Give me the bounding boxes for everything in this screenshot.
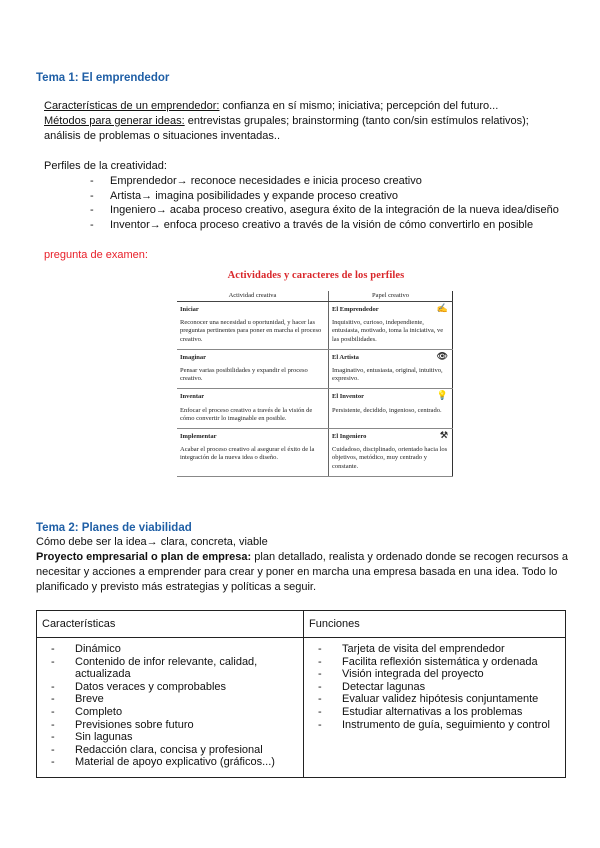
- activity-desc: Reconocer una necesidad u oportunidad, y hacer las preguntas pertinentes para poner en marcha el proceso creativo.: [180, 319, 322, 343]
- activity-desc: Enfocar el proceso creativo a través de la visión de cómo convertir lo imaginable en posible.: [180, 406, 313, 422]
- proyecto-line-2: necesitar y acciones a emprender para crear y poner en marcha una empresa basada en una idea. Todo lo: [36, 566, 558, 578]
- eye-icon: 👁: [436, 350, 448, 361]
- list-item: - Sin lagunas: [51, 731, 133, 744]
- list-item: - Tarjeta de visita del emprendedor: [318, 643, 505, 655]
- metodos-continuation: análisis de problemas o situaciones inventadas..: [44, 130, 281, 142]
- role-name: El Artista: [332, 353, 359, 361]
- profiles-figure: [177, 270, 455, 477]
- list-item: - Contenido de infor relevante, calidad, actualizada: [51, 655, 258, 681]
- caracteristicas-list: [51, 643, 297, 769]
- perfiles-heading: Perfiles de la creatividad:: [44, 160, 167, 172]
- profiles-table: [177, 291, 453, 477]
- caracteristicas-text: confianza en sí mismo; iniciativa; percepción del futuro...: [219, 100, 499, 112]
- table-row: [177, 349, 453, 389]
- table-row: [177, 389, 453, 429]
- role-name: El Emprendedor: [332, 306, 379, 313]
- activity-name: Inventar: [180, 393, 205, 401]
- list-item: - Dinámico: [51, 643, 121, 655]
- role-name: El Ingeniero: [332, 433, 367, 441]
- header-funciones: Funciones: [304, 611, 566, 638]
- header-caracteristicas: Características: [37, 611, 304, 638]
- list-item: - Instrumento de guía, seguimiento y control: [318, 718, 550, 731]
- list-item: - Ingeniero→ acaba proceso creativo, asegura éxito de la integración de la nueva idea/diseño: [90, 204, 559, 216]
- list-item: - Evaluar validez hipótesis conjuntamente: [318, 693, 539, 706]
- list-item: - Detectar lagunas: [318, 680, 426, 693]
- list-item: - Visión integrada del proyecto: [318, 668, 484, 681]
- lightbulb-icon: 💡: [436, 390, 448, 401]
- list-item: - Redacción clara, concisa y profesional: [51, 743, 263, 756]
- proyecto-line-3: planificado y previsto más estrategias y políticas a seguir.: [36, 581, 317, 593]
- caracteristicas-label: Características de un emprendedor:: [44, 100, 220, 112]
- activity-desc: Acabar el proceso creativo al asegurar el éxito de la integración de la nueva idea o diseño.: [180, 446, 315, 462]
- role-name: El Inventor: [332, 393, 364, 401]
- list-item: - Emprendedor→ reconoce necesidades e inicia proceso creativo: [90, 175, 422, 187]
- figure-header-activity: Actividad creativa: [177, 291, 329, 302]
- role-desc: Inquisitivo, curioso, independiente, entusiasta, motivado, toma la iniciativa, ve las posibilidades.: [332, 319, 444, 343]
- tema2-heading: Tema 2: Planes de viabilidad: [36, 522, 192, 534]
- activity-name: Imaginar: [180, 353, 206, 361]
- tema1-heading: Tema 1: El emprendedor: [36, 72, 170, 84]
- activity-name: Implementar: [180, 433, 217, 441]
- metodos-label: Métodos para generar ideas:: [44, 115, 185, 127]
- list-item: - Facilita reflexión sistemática y ordenada: [318, 655, 538, 668]
- role-desc: Persistente, decidido, ingenioso, centrado.: [332, 406, 442, 414]
- list-item: - Completo: [51, 705, 123, 718]
- plan-table: [36, 610, 566, 778]
- table-row: [177, 429, 453, 477]
- caracteristicas-line: [44, 99, 498, 113]
- list-item: - Estudiar alternativas a los problemas: [318, 705, 523, 718]
- caracteristicas-cell: [37, 638, 304, 778]
- activity-desc: Pensar varias posibilidades y expandir el proceso creativo.: [180, 367, 308, 383]
- tools-icon: ⚒: [439, 430, 448, 441]
- list-item: - Breve: [51, 693, 104, 706]
- list-item: - Previsiones sobre futuro: [51, 718, 194, 731]
- figure-title: Actividades y caracteres de los perfiles: [227, 270, 405, 281]
- funciones-cell: [304, 638, 566, 778]
- role-desc: Cuidadoso, disciplinado, orientado hacia los objetivos, metódico, muy centrado y constante.: [332, 446, 448, 470]
- table-row: [177, 302, 453, 350]
- metodos-line: [44, 114, 529, 128]
- pen-writing-icon: ✍: [436, 303, 448, 313]
- proyecto-label: Proyecto empresarial o plan de empresa:: [36, 551, 252, 563]
- metodos-text: entrevistas grupales; brainstorming (tanto con/sin estímulos relativos);: [184, 115, 529, 127]
- exam-note: pregunta de examen:: [44, 249, 148, 261]
- perfiles-list: [90, 174, 559, 232]
- figure-header-role: Papel creativo: [329, 291, 453, 302]
- list-item: - Artista→ imagina posibilidades y expande proceso creativo: [90, 189, 398, 202]
- list-item: - Material de apoyo explicativo (gráficos...): [51, 756, 275, 769]
- list-item: - Inventor→ enfoca proceso creativo a través de la visión de cómo convertirlo en posible: [90, 218, 534, 231]
- activity-name: Iniciar: [180, 306, 199, 313]
- idea-line: Cómo debe ser la idea→ clara, concreta, viable: [36, 536, 268, 548]
- role-desc: Imaginativo, entusiasta, original, intuitivo, expresivo.: [332, 367, 443, 383]
- proyecto-line-1: Proyecto empresarial o plan de empresa: plan detallado, realista y ordenado donde se recogen recursos a: [36, 551, 568, 563]
- funciones-list: [318, 643, 559, 731]
- list-item: - Datos veraces y comprobables: [51, 680, 227, 693]
